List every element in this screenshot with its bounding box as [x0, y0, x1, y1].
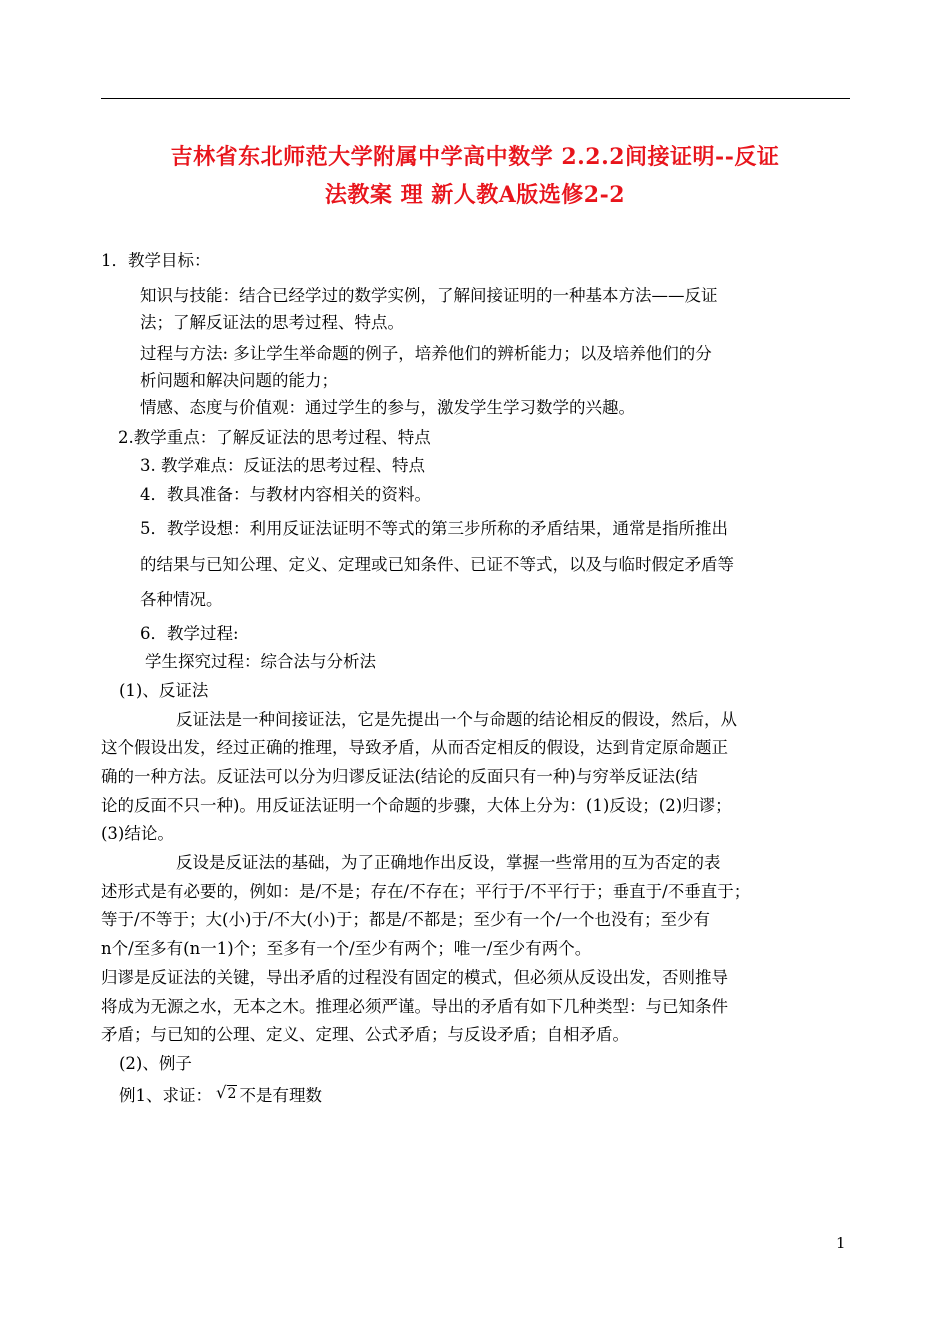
knowledge-skills-line-2: 法；了解反证法的思考过程、特点。	[140, 313, 404, 332]
paragraph-2-line-2: 述形式是有必要的，例如：是/不是；存在/不存在；平行于/不平行于；垂直于/不垂直于；	[101, 882, 751, 901]
part2-heading: (2)、例子	[119, 1054, 192, 1073]
paragraph-1-line-1: 反证法是一种间接证法，它是先提出一个与命题的结论相反的假设，然后，从	[176, 710, 737, 729]
inquiry-line: 学生探究过程：综合法与分析法	[145, 652, 376, 671]
teaching-idea-line-1: 5．教学设想：利用反证法证明不等式的第三步所称的矛盾结果，通常是指所推出	[140, 519, 728, 538]
sqrt-radicand: 2	[227, 1086, 237, 1102]
process-methods-line-1: 过程与方法: 多让学生举命题的例子，培养他们的辨析能力；以及培养他们的分	[140, 344, 712, 363]
key-points: 2.教学重点：了解反证法的思考过程、特点	[118, 428, 431, 447]
process-heading: 6．教学过程:	[140, 624, 239, 643]
header-rule	[101, 98, 850, 99]
paragraph-3-line-2: 将成为无源之水，无本之木。推理必须严谨。导出的矛盾有如下几种类型：与已知条件	[101, 997, 728, 1016]
goals-heading: 1．教学目标：	[101, 251, 211, 270]
example-1	[119, 1083, 322, 1107]
difficulties: 3. 教学难点：反证法的思考过程、特点	[140, 456, 425, 475]
paragraph-3-line-3: 矛盾；与已知的公理、定义、定理、公式矛盾；与反设矛盾；自相矛盾。	[101, 1025, 629, 1044]
sqrt-symbol: √2	[216, 1083, 237, 1102]
part1-heading: (1)、反证法	[119, 681, 209, 700]
paragraph-1-line-5: (3)结论。	[101, 824, 174, 843]
paragraph-2-line-1: 反设是反证法的基础，为了正确地作出反设，掌握一些常用的互为否定的表	[176, 853, 721, 872]
knowledge-skills-line-1: 知识与技能：结合已经学过的数学实例，了解间接证明的一种基本方法——反证	[140, 286, 718, 305]
paragraph-2-line-3: 等于/不等于；大(小)于/不大(小)于；都是/不都是；至少有一个/一个也没有；至少有	[101, 910, 710, 929]
paragraph-3-line-1: 归谬是反证法的关键，导出矛盾的过程没有固定的模式，但必须从反设出发，否则推导	[101, 968, 728, 987]
document-title-line-1: 吉林省东北师范大学附属中学高中数学 2.2.2间接证明--反证	[170, 144, 780, 170]
process-methods-line-2: 析问题和解决问题的能力；	[140, 371, 338, 390]
emotion-values: 情感、态度与价值观：通过学生的参与，激发学生学习数学的兴趣。	[140, 398, 635, 417]
teaching-idea-line-2: 的结果与已知公理、定义、定理或已知条件、已证不等式，以及与临时假定矛盾等	[140, 555, 734, 574]
paragraph-1-line-4: 论的反面不只一种)。用反证法证明一个命题的步骤，大体上分为：(1)反设；(2)归谬；	[101, 796, 732, 815]
example-1-prefix: 例1、求证：	[119, 1086, 212, 1105]
page-number: 1	[836, 1234, 846, 1252]
paragraph-2-line-4: n个/至多有(n一1)个；至多有一个/至少有两个；唯一/至少有两个。	[101, 939, 592, 958]
paragraph-1-line-2: 这个假设出发，经过正确的推理，导致矛盾，从而否定相反的假设，达到肯定原命题正	[101, 738, 728, 757]
document-title-line-2: 法教案 理 新人教A版选修2-2	[324, 182, 626, 208]
paragraph-1-line-3: 确的一种方法。反证法可以分为归谬反证法(结论的反面只有一种)与穷举反证法(结	[101, 767, 698, 786]
teaching-tools: 4．教具准备：与教材内容相关的资料。	[140, 485, 431, 504]
teaching-idea-line-3: 各种情况。	[140, 590, 223, 609]
example-1-suffix: 不是有理数	[239, 1086, 322, 1105]
